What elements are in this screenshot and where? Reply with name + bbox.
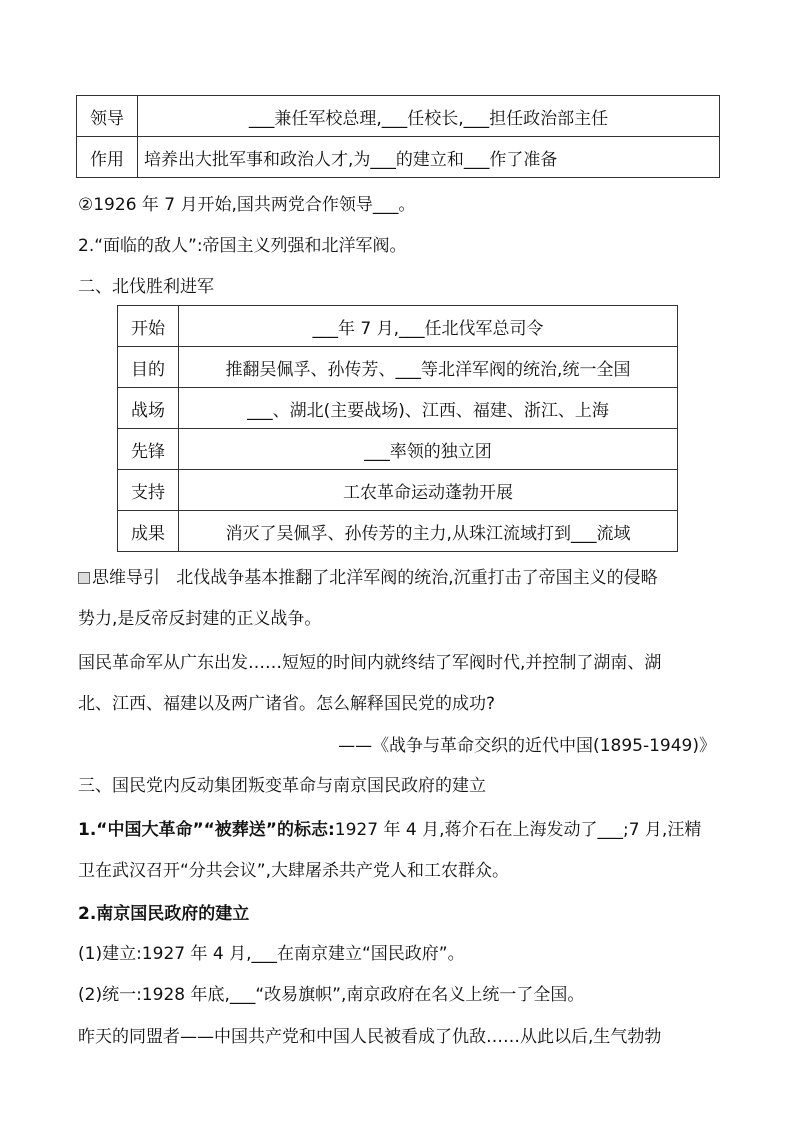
row-label: 先锋 — [118, 429, 179, 470]
row-label: 领导 — [77, 96, 138, 137]
passage-line: 北、江西、福建以及两广诸省。怎么解释国民党的成功? — [78, 694, 496, 714]
table-row — [118, 388, 678, 429]
table-row — [118, 429, 678, 470]
academy-table — [76, 95, 720, 178]
table-row — [118, 306, 678, 347]
table-row — [118, 511, 678, 552]
passage-source: ——《战争与革命交织的近代中国(1895-1949)》 — [338, 736, 716, 756]
tip-text: 北伐战争基本推翻了北洋军阀的统治,沉重打击了帝国主义的侵略 — [176, 568, 658, 588]
section-heading: 三、国民党内反动集团叛变革命与南京国民政府的建立 — [78, 776, 486, 796]
table-row — [77, 96, 720, 137]
tip-title: 思维导引 — [92, 568, 160, 588]
table-row — [118, 470, 678, 511]
paragraph-lead: 1.“中国大革命”“被葬送”的标志: — [78, 820, 335, 840]
text-line: 2.“面临的敌人”:帝国主义列强和北洋军阀。 — [78, 236, 407, 256]
paragraph-line: 卫在武汉召开“分共会议”,大肆屠杀共产党人和工农群众。 — [78, 861, 510, 881]
paragraph-line: (2)统一:1928 年底,___“改易旗帜”,南京政府在名义上统一了全国。 — [78, 985, 585, 1005]
row-label: 支持 — [118, 470, 179, 511]
subsection-heading: 2.南京国民政府的建立 — [78, 904, 250, 924]
row-content: ___年 7 月,___任北伐军总司令 — [179, 306, 678, 347]
row-content: 推翻吴佩孚、孙传芳、___等北洋军阀的统治,统一全国 — [179, 347, 678, 388]
passage-line: 国民革命军从广东出发……短短的时间内就终结了军阀时代,并控制了湖南、湖 — [78, 653, 662, 673]
paragraph-line — [78, 815, 701, 840]
row-label: 开始 — [118, 306, 179, 347]
northern-expedition-table — [117, 305, 678, 552]
tip-icon — [78, 572, 90, 584]
paragraph-text: 1927 年 4 月,蒋介石在上海发动了___;7 月,汪精 — [334, 820, 702, 840]
row-content: ___、湖北(主要战场)、江西、福建、浙江、上海 — [179, 388, 678, 429]
text-line: ②1926 年 7 月开始,国共两党合作领导___。 — [78, 195, 416, 215]
row-label: 成果 — [118, 511, 179, 552]
tip-line — [78, 563, 658, 588]
row-label: 目的 — [118, 347, 179, 388]
paragraph-line: 昨天的同盟者——中国共产党和中国人民被看成了仇敌……从此以后,生气勃勃 — [78, 1027, 662, 1047]
row-content: ___率领的独立团 — [179, 429, 678, 470]
section-heading: 二、北伐胜利进军 — [78, 277, 214, 297]
row-label: 战场 — [118, 388, 179, 429]
table-row — [77, 137, 720, 178]
tip-line-2: 势力,是反帝反封建的正义战争。 — [78, 609, 322, 629]
paragraph-line: (1)建立:1927 年 4 月,___在南京建立“国民政府”。 — [78, 944, 465, 964]
row-content: 工农革命运动蓬勃开展 — [179, 470, 678, 511]
row-content: 消灭了吴佩孚、孙传芳的主力,从珠江流域打到___流域 — [179, 511, 678, 552]
table-row — [118, 347, 678, 388]
row-label: 作用 — [77, 137, 138, 178]
row-content: ___兼任军校总理,___任校长,___担任政治部主任 — [138, 96, 720, 137]
row-content: 培养出大批军事和政治人才,为___的建立和___作了准备 — [138, 137, 720, 178]
